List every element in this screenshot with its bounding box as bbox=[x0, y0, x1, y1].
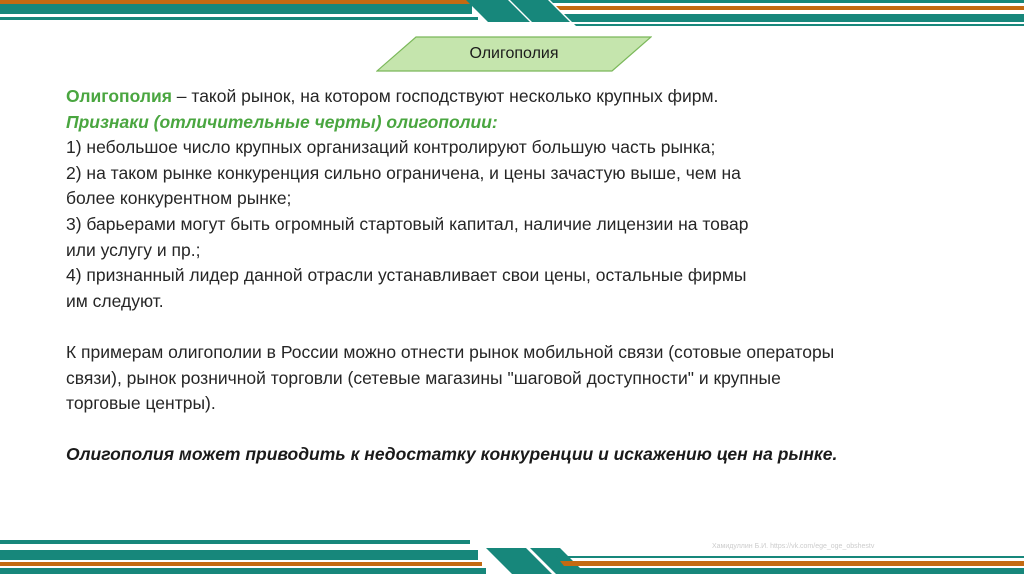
feature-line: 3) барьерами могут быть огромный стартовый капитал, наличие лицензии на товар bbox=[66, 213, 749, 234]
slide-title-box bbox=[376, 36, 652, 72]
top-right-stripes bbox=[466, 0, 1024, 26]
definition-text: – такой рынок, на котором господствуют несколько крупных фирм. bbox=[171, 86, 719, 106]
bottom-right-stripes bbox=[486, 548, 1024, 574]
examples-line: К примерам олигополии в России можно отнести рынок мобильной связи (сотовые операторы bbox=[66, 341, 835, 362]
author-footer: Хамидуллин Б.И. https://vk.com/ege_oge_obshestv bbox=[712, 543, 875, 550]
feature-line: или услугу и пр.; bbox=[66, 239, 201, 260]
slide-title: Олигополия bbox=[469, 45, 559, 62]
definition-line bbox=[66, 84, 946, 110]
feature-line: 4) признанный лидер данной отрасли устанавливает свои цены, остальные фирмы bbox=[66, 265, 747, 286]
conclusion: Олигополия может приводить к недостатку конкуренции и искажению цен на рынке. bbox=[66, 444, 838, 465]
examples-line: торговые центры). bbox=[66, 393, 216, 414]
definition-term: Олигополия bbox=[66, 86, 172, 106]
feature-line: 2) на таком рынке конкуренция сильно ограничена, и цены зачастую выше, чем на bbox=[66, 162, 741, 183]
feature-line: 1) небольшое число крупных организаций контролируют большую часть рынка; bbox=[66, 137, 716, 158]
slide-body bbox=[66, 84, 946, 468]
feature-line: более конкурентном рынке; bbox=[66, 188, 292, 209]
bottom-left-stripes bbox=[0, 540, 486, 574]
top-left-stripes bbox=[0, 0, 478, 20]
feature-line: им следуют. bbox=[66, 290, 164, 311]
examples-line: связи), рынок розничной торговли (сетевые магазины "шаговой доступности" и крупные bbox=[66, 367, 781, 388]
features-heading: Признаки (отличительные черты) олигополии: bbox=[66, 111, 498, 132]
